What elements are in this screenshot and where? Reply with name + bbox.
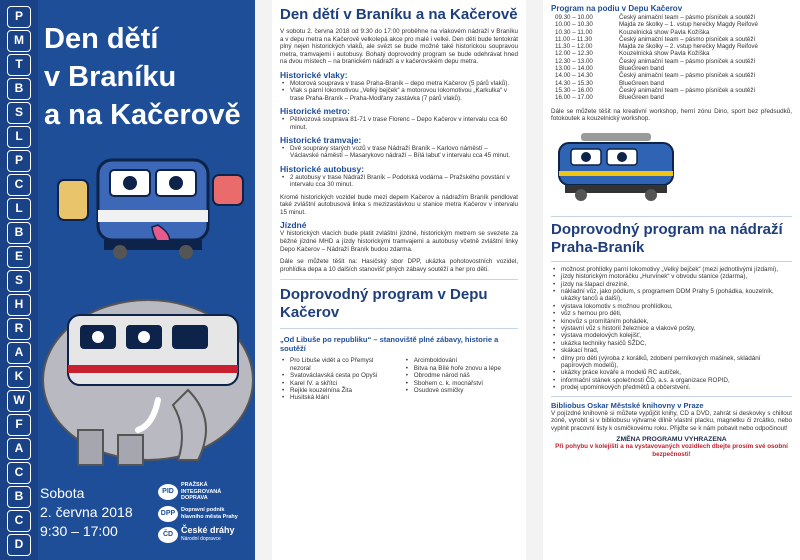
schedule-event: Kouzelnická show Pavla Kožíška <box>619 50 710 58</box>
extras-text: Dále se můžete těšit na: Hasičský sbor DPP, ukázka pohotovostních vozidel, prohlídka depa a 10 dalších stanovišť plných zábavy soutěží a her pro děti. <box>280 258 518 273</box>
list-item: • možnost prohlídky parní lokomotivy „Velký bejček“ (mezi jednotlivými jízdami), <box>551 266 792 273</box>
train-elephant-illustration <box>38 140 255 470</box>
schedule-row <box>555 50 792 57</box>
cd-logo: ČD České dráhy Národní dopravce <box>158 526 253 544</box>
fairytale-stations <box>280 357 518 401</box>
schedule-time: 14.30 – 15.30 <box>555 79 593 87</box>
divider <box>551 396 792 397</box>
safety-notice: Při pohybu v kolejišti a na vystavovaných vozidlech dbejte prosím své osobní bezpečnosti! <box>555 443 788 459</box>
schedule-time: 16.00 – 17.00 <box>555 94 593 102</box>
schedule-event: Kouzelnická show Pavla Kožíška <box>619 28 710 36</box>
partner-logos <box>158 482 253 548</box>
stage-note: Dále se můžete těšit na kreativní workshop, herní zónu Dino, sport bez předsudků, fotokoutek a kouzelnický workshop. <box>551 107 792 123</box>
fare-title: Jízdné <box>280 220 307 231</box>
schedule-time: 10.00 – 10.30 <box>555 21 593 29</box>
list-item: • nákladní vůz, jako pódium, s programem DDM Prahy 5 (pohádka, kouzelník, ukázky tanců a další), <box>551 288 792 303</box>
cartoon-elephant-icon <box>43 300 253 465</box>
schedule-event: Majda ze školky – 2. vstup herečky Magdy Reifové <box>619 43 758 51</box>
dpp-logo-icon: DPP <box>158 506 178 522</box>
pid-logo-icon: PID <box>158 484 178 500</box>
list-item: • Motorová souprava v trase Praha-Braník – depo metra Kačerov (5 párů vlaků). <box>280 80 518 87</box>
schedule-row <box>555 65 792 72</box>
schedule-row <box>555 72 792 79</box>
schedule-row <box>555 87 792 94</box>
schedule-event: Český animační team – pásmo písniček a soutěží <box>619 72 756 80</box>
transport-icon: P <box>7 6 31 28</box>
transport-icon: A <box>7 342 31 364</box>
section-title: Historické metro: <box>280 106 350 117</box>
schedule-event: Český animační team – pásmo písniček a soutěží <box>619 86 756 94</box>
pid-logo: PID PRAŽSKÁ INTEGROVANÁ DOPRAVA <box>158 482 253 502</box>
schedule-event: Český animační team – pásmo písniček a soutěží <box>619 35 756 43</box>
schedule-time: 15.30 – 16.00 <box>555 86 593 94</box>
fare-text: V historických vlacích bude platit zvláštní jízdné, historickým metrem se svezete za běžné jízdné MHD a jízdy historickými tramvajemi a autobusy včetně zvláštní linky Depo Kačerov – Nádraží Braník budou zdarma. <box>280 230 518 253</box>
transport-icon: W <box>7 390 31 412</box>
schedule-event: BlueGreen band <box>619 94 665 102</box>
transport-icon: B <box>7 486 31 508</box>
transport-icon: C <box>7 510 31 532</box>
schedule-row <box>555 21 792 28</box>
branik-program-list <box>551 266 792 392</box>
intro-text: V sobotu 2. června 2018 od 9:30 do 17:00 proběhne na vlakovém nádraží v Braníku a v depu metra na Kačerově velkolepá akce pro malé i velké. Den dětí bude tentokrát plný nejen historických vlaků, ale svézt se bude možné také historickou soupravou metra, tramvajemi i autobusy. Bohatý doprovodný program se bude odehrávat hned na dvou místech – na branickém nádraží a v kačerovském depu metra. <box>280 28 518 66</box>
fairytale-title: „Od Libuše po republiku“ – stanoviště plné zábavy, historie a soutěží <box>280 335 499 354</box>
transport-icon: K <box>7 366 31 388</box>
section-list <box>280 174 518 189</box>
section-list <box>280 145 518 160</box>
section-title: Historické autobusy: <box>280 163 365 174</box>
main-info-column <box>272 0 526 560</box>
list-item: • Osudové osmičky <box>404 387 518 394</box>
list-item: • výstava lokomotiv s možnou prohlídkou, <box>551 303 792 310</box>
transport-icon: T <box>7 54 31 76</box>
list-item: • ukázky práce kováře a modelů RC autíček, <box>551 369 792 376</box>
transport-icon: C <box>7 462 31 484</box>
list-item: • Pro Libuše vidět a co Přemysl nezoral <box>280 357 394 372</box>
locomotive-icon <box>559 133 673 201</box>
schedule-time: 11.30 – 12.00 <box>555 43 593 51</box>
divider <box>280 279 518 280</box>
library-text: V pojízdné knihovně si můžete vypůjčit knihy, CD a DVD, zahrát si deskovky s chillout zóně, vyrobit si v bibliobusu výtvarné dílně vlastní placku, magnetku či zrcátko, nebo vyplnit pracovní listy k osmičkovému roku. Přijďte se k nám pobavit nebo odpočinout! <box>551 409 792 432</box>
event-date: Sobota 2. června 2018 9:30 – 17:00 <box>40 485 133 539</box>
schedule-event: Český animační team – pásmo písniček a soutěží <box>619 57 756 65</box>
section-title: Historické vlaky: <box>280 69 348 80</box>
schedule-time: 12.30 – 13.00 <box>555 57 593 65</box>
transport-icon: S <box>7 102 31 124</box>
transport-icon: A <box>7 438 31 460</box>
list-item: • Obrodme národ náš <box>404 372 518 379</box>
section-list <box>280 80 518 102</box>
section-list <box>280 116 518 131</box>
transport-icon: F <box>7 414 31 436</box>
schedule-time: 11.00 – 11.30 <box>555 35 592 43</box>
list-item: • Vlak s parní lokomotivou „Velký bejček“ a motorovou lokomotivou „Karkulka“ v trase Praha-Braník – Praha-Modřany zastávka (7 párů vlaků). <box>280 87 518 102</box>
list-item: • ukázka techniky hasičů SŽDC, <box>551 340 792 347</box>
schedule-row <box>555 14 792 21</box>
list-item: • Arcimboldování <box>404 357 518 364</box>
transport-icon: S <box>7 270 31 292</box>
schedule-row <box>555 36 792 43</box>
list-item: • skákací hrad, <box>551 347 792 354</box>
schedule-time: 12.00 – 12.30 <box>555 50 593 58</box>
list-item: • výstavní vůz s historií železnice a vlakové pošty, <box>551 325 792 332</box>
transport-icon: R <box>7 318 31 340</box>
list-item: • prodej upomínkových předmětů a občerstvení. <box>551 384 792 391</box>
list-item: • Sbohem c. k. mocnářství <box>404 380 518 387</box>
schedule-time: 14.00 – 14.30 <box>555 72 593 80</box>
list-item: • Karel IV. a skřítci <box>280 380 394 387</box>
list-item: • Husitská klání <box>280 394 394 401</box>
cover-title: Den dětí v Braníku a na Kačerově <box>44 23 241 131</box>
list-item: • Bitva na Bílé hoře znovu a lépe <box>404 365 518 372</box>
cartoon-tram-icon <box>58 160 243 259</box>
list-item: • Rejkle kouzelnína Žita <box>280 387 394 394</box>
list-item: • dílny pro děti (výroba z korálků, zdobení perníkových mašinek, skládání papírových modelů), <box>551 355 792 370</box>
cover-panel <box>0 0 255 560</box>
list-item: • Dvě soupravy starých vozů v trase Nádraží Braník – Karlovo náměstí – Václavské náměstí – Masarykovo nádraží – Bílá labuť v intervalu cca 45 minut. <box>280 145 518 160</box>
divider <box>551 261 792 262</box>
depot-program-title: Doprovodný program v Depu Kačerov <box>280 286 488 322</box>
schedule-time: 10.30 – 11.00 <box>555 28 593 36</box>
fairytale-list-right <box>404 357 518 401</box>
schedule-event: Majda ze školky – 1. vstup herečky Magdy Reifové <box>619 21 758 29</box>
stage-schedule <box>555 14 792 102</box>
transport-icon: P <box>7 150 31 172</box>
program-column <box>543 0 800 560</box>
schedule-event: BlueGreen band <box>619 65 665 73</box>
notice-title: ZMĚNA PROGRAMU VYHRAZENA <box>616 436 727 444</box>
list-item: • jízdy historickým motoráčku „Hurvínek“ v obvodu stanice (zdarma), <box>551 273 792 280</box>
schedule-row <box>555 29 792 36</box>
schedule-row <box>555 58 792 65</box>
branik-program-title: Doprovodný program na nádraží Praha-Braník <box>551 220 783 256</box>
list-item: • vůz s hernou pro děti, <box>551 310 792 317</box>
cd-logo-icon: ČD <box>158 527 178 543</box>
divider <box>551 216 792 217</box>
transport-icon-strip <box>0 0 38 560</box>
schedule-time: 13.00 – 14.00 <box>555 65 593 73</box>
schedule-row <box>555 80 792 87</box>
list-item: • Pětivozová souprava 81-71 v trase Florenc – Depo Kačerov v intervalu cca 60 minut. <box>280 116 518 131</box>
list-item: • jízdy na šlapací drezíně, <box>551 281 792 288</box>
list-item: • Svatováclavská cesta po Opyši <box>280 372 394 379</box>
transport-icon: B <box>7 222 31 244</box>
transport-icon: L <box>7 198 31 220</box>
dpp-logo: DPP Dopravní podnik hlavního města Prahy <box>158 506 253 522</box>
list-item: • výstava modelových kolejišť, <box>551 332 792 339</box>
locomotive-illustration <box>551 125 681 205</box>
transport-icon: E <box>7 246 31 268</box>
stage-program-title: Program na podiu v Depu Kačerov <box>551 4 683 13</box>
transport-icon: M <box>7 30 31 52</box>
list-item: • 2 autobusy v trase Nádraží Braník – Podolská vodárna – Pražského povstání v intervalu cca 30 minut. <box>280 174 518 189</box>
transport-icon: H <box>7 294 31 316</box>
library-title: Bibliobus Oskar Městské knihovny v Praze <box>551 400 704 410</box>
transport-sections <box>280 70 518 189</box>
divider <box>280 328 518 329</box>
transport-icon: D <box>7 534 31 556</box>
schedule-event: BlueGreen band <box>619 79 665 87</box>
schedule-time: 09.30 – 10.00 <box>555 14 593 21</box>
list-item: • kinovůz s promítáním pohádek, <box>551 318 792 325</box>
shuttle-text: Kromě historických vozidel bude mezi depem Kačerov a nádražím Braník pendlovat také zvláštní autobusová linka s mezizastávkou u stanice metra Kačerov v intervalu 15 minut. <box>280 193 518 216</box>
section-title: Historické tramvaje: <box>280 135 362 145</box>
schedule-row <box>555 94 792 101</box>
transport-icon: B <box>7 78 31 100</box>
page-title: Den dětí v Braníku a na Kačerově <box>280 6 518 23</box>
schedule-row <box>555 43 792 50</box>
transport-icon: C <box>7 174 31 196</box>
fairytale-list-left <box>280 357 394 401</box>
list-item: • informační stánek společnosti ČD, a.s. a organizace ROPID, <box>551 377 792 384</box>
transport-icon: L <box>7 126 31 148</box>
schedule-event: Český animační team – pásmo písniček a soutěží <box>619 14 756 21</box>
